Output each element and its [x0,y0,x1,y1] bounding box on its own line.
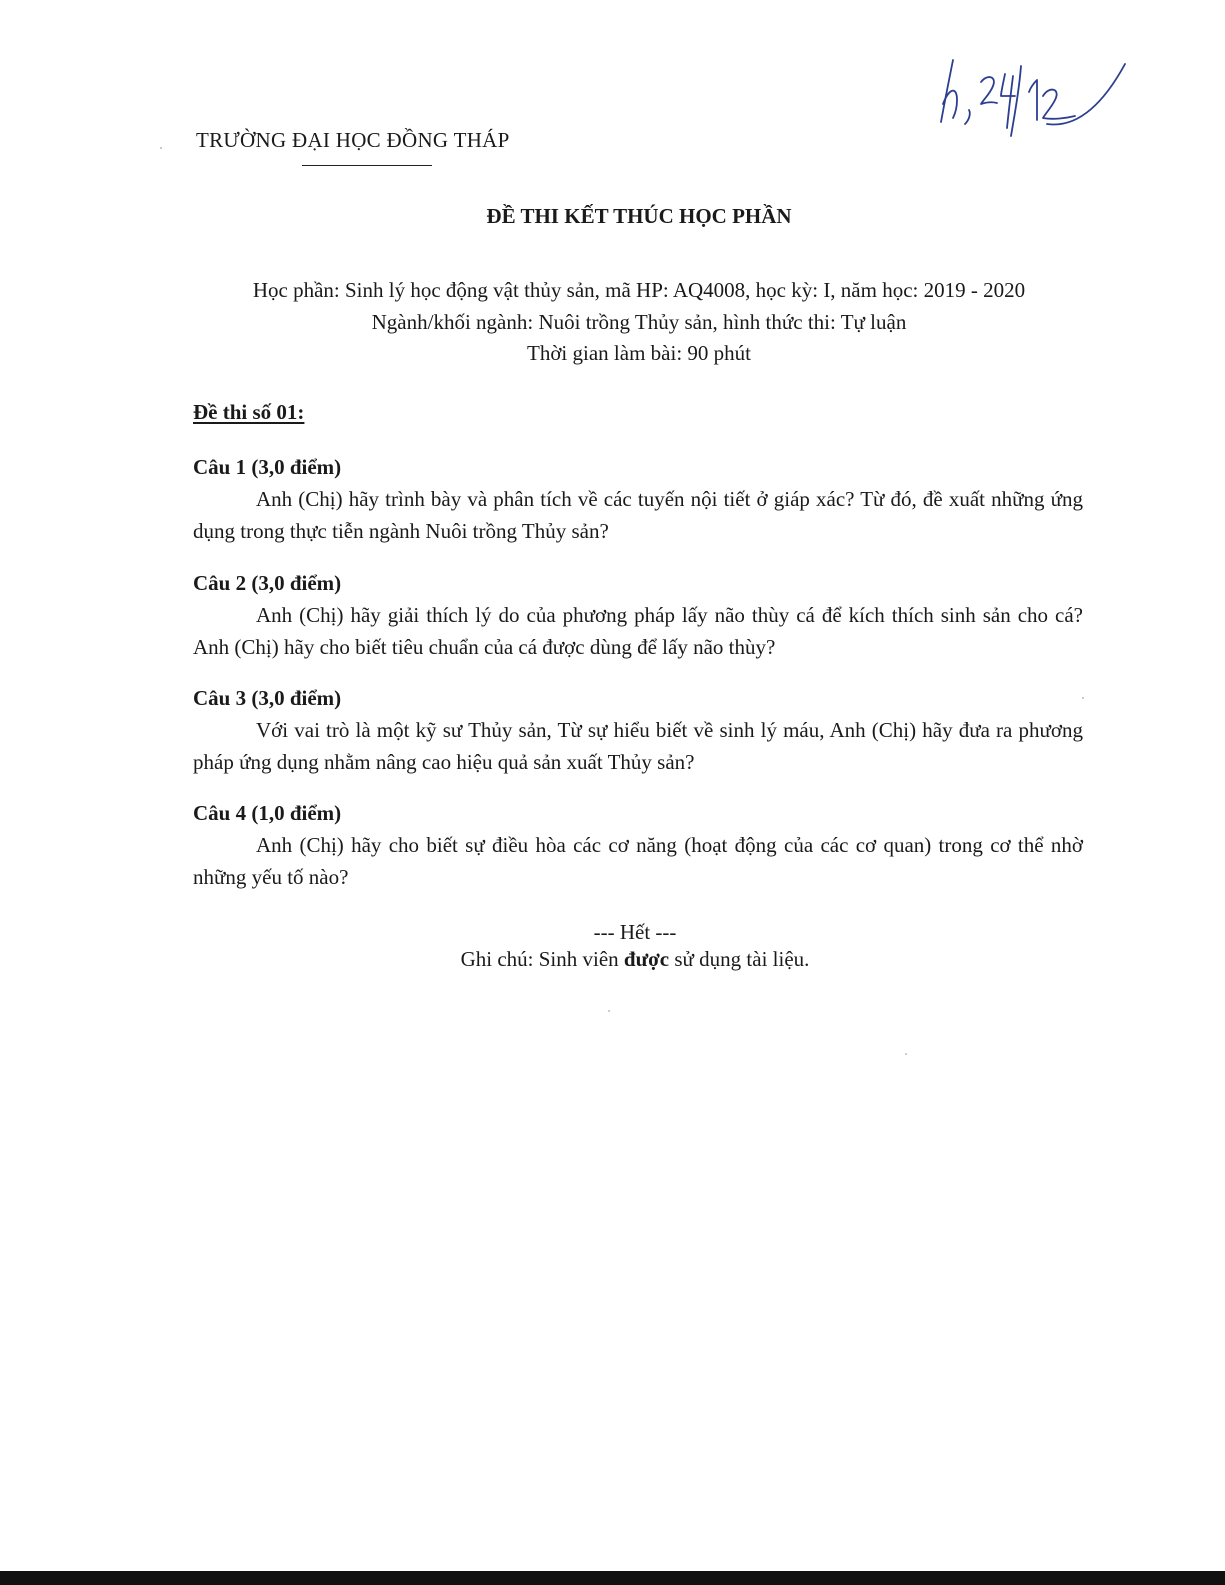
question-heading: Câu 1 (3,0 điểm) [193,455,342,479]
question-3 [193,683,1083,778]
exam-title: ĐỀ THI KẾT THÚC HỌC PHẦN [486,204,792,228]
scan-bottom-edge [0,1571,1225,1585]
scan-speck [1082,697,1084,699]
duration-info: Thời gian làm bài: 90 phút [527,341,751,365]
course-info: Học phần: Sinh lý học động vật thủy sản, mã HP: AQ4008, học kỳ: I, năm học: 2019 - 2020 [252,278,1026,302]
question-body: Anh (Chị) hãy cho biết sự điều hòa các cơ năng (hoạt động của các cơ quan) trong cơ thể nhờ những yếu tố nào? [193,833,1083,889]
end-mark: --- Hết --- [593,920,677,944]
note-emphasis: được [623,947,670,971]
school-name: TRƯỜNG ĐẠI HỌC ĐỒNG THÁP [196,128,510,152]
question-2 [193,568,1083,663]
note-suffix: sử dụng tài liệu. [669,947,810,971]
question-body: Anh (Chị) hãy trình bày và phân tích về các tuyến nội tiết ở giáp xác? Từ đó, đề xuất những ứng dụng trong thực tiễn ngành Nuôi trồng Thủy sản? [193,487,1083,543]
question-1 [193,452,1083,547]
question-body: Anh (Chị) hãy giải thích lý do của phương pháp lấy não thùy cá để kích thích sinh sản cho cá? Anh (Chị) hãy cho biết tiêu chuẩn của cá được dùng để lấy não thùy? [193,603,1083,659]
scan-speck [160,147,162,149]
handwritten-date-annotation [935,52,1135,142]
note-prefix: Ghi chú: Sinh viên [460,947,624,971]
major-info: Ngành/khối ngành: Nuôi trồng Thủy sản, hình thức thi: Tự luận [371,310,907,334]
question-body: Với vai trò là một kỹ sư Thủy sản, Từ sự hiểu biết về sinh lý máu, Anh (Chị) hãy đưa ra phương pháp ứng dụng nhằm nâng cao hiệu quả sản xuất Thủy sản? [193,718,1083,774]
footer-note [0,947,1225,972]
scan-speck [608,1010,610,1012]
question-4 [193,798,1083,893]
scan-speck [905,1053,907,1055]
question-heading: Câu 3 (3,0 điểm) [193,686,342,710]
question-heading: Câu 4 (1,0 điểm) [193,801,342,825]
question-heading: Câu 2 (3,0 điểm) [193,571,342,595]
exam-variant-label: Đề thi số 01: [193,400,305,424]
school-name-underline [302,165,432,166]
